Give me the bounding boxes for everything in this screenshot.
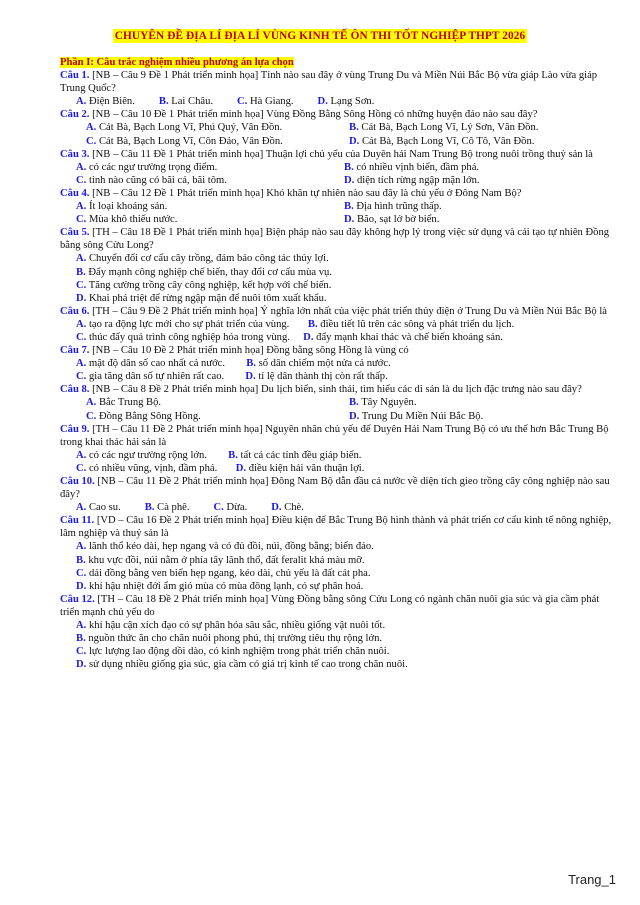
question-number: Câu 8.	[60, 384, 90, 396]
option-c: C. thúc đẩy quá trình công nghiệp hóa trong vùng.	[76, 331, 290, 343]
question-text: [NB – Câu 8 Đề 2 Phát triển minh họa] Du lịch biển, sinh thái, tìm hiểu các di sản là du lịch đặc trưng nào sau đây?	[92, 384, 582, 396]
question-text: [TH – Câu 11 Đề 2 Phát triển minh họa] Nguyên nhân chủ yếu để Duyên Hải Nam Trung Bộ có ưu thế hơn Bắc Trung Bộ trong khai thác hải sản là	[60, 423, 609, 448]
content-body	[60, 56, 612, 671]
question-7	[60, 344, 612, 357]
option-b: B. tất cả các tỉnh đều giáp biển.	[228, 449, 362, 461]
options-row	[60, 331, 612, 344]
option-d: D. Chè.	[271, 502, 304, 514]
options-row	[60, 449, 612, 462]
option-d: D. điều kiện hải văn thuận lợi.	[235, 462, 365, 474]
options-row	[60, 462, 612, 475]
option-d: D. đẩy mạnh khai thác và chế biến khoáng sản.	[303, 331, 503, 343]
option-d: D. diện tích rừng ngập mặn lớn.	[344, 174, 480, 186]
option-c: C. lực lượng lao động dồi dào, có kinh nghiệm trong phát triển chăn nuôi.	[76, 646, 390, 658]
option-c: C. Mùa khô thiếu nước.	[76, 214, 178, 226]
question-4	[60, 187, 612, 200]
option-a: A. có các ngư trường trọng điểm.	[76, 161, 218, 173]
question-10	[60, 475, 612, 501]
option-d: D. Lạng Sơn.	[317, 96, 375, 108]
question-number: Câu 10.	[60, 476, 95, 487]
question-text: [NB – Câu 11 Đề 2 Phát triển minh họa] Đông Nam Bộ dẫn đầu cả nước về diện tích gieo trồng cây công nghiệp nào sau đây?	[60, 476, 610, 501]
option-b: B. Lai Châu.	[158, 96, 214, 108]
option-d: D. Trung Du Miền Núi Bắc Bộ.	[349, 410, 484, 422]
option-b: B. điều tiết lũ trên các sông và phát triển du lịch.	[307, 318, 515, 330]
document-title: CHUYÊN ĐỀ ĐỊA LÍ ĐỊA LÍ VÙNG KINH TẾ ÔN THI TỐT NGHIỆP THPT 2026	[114, 30, 526, 42]
question-text: [TH – Câu 18 Đề 1 Phát triển minh họa] Biện pháp nào sau đây không hợp lý trong việc sử dụng và cải tạo tự nhiên Đồng bằng sông Cửu Long?	[60, 227, 610, 252]
question-text: [VD – Câu 16 Đề 2 Phát triển minh họa] Điều kiện để Bắc Trung Bộ hình thành và phát triển cơ cấu kinh tế nông nghiệp, lâm nghiệp và thuỷ sản là	[60, 515, 612, 540]
option-a: A. có các ngư trường rộng lớn.	[76, 449, 207, 461]
option-a: A. Ít loại khoáng sản.	[76, 201, 168, 213]
question-3	[60, 148, 612, 161]
option-a: A. Điện Biên.	[76, 96, 135, 108]
option-c: C. có nhiều vũng, vịnh, đầm phá.	[76, 462, 218, 474]
options-row	[60, 370, 612, 383]
option-d: D. tỉ lệ dân thành thị còn rất thấp.	[245, 371, 388, 383]
option-b: B. có nhiều vịnh biển, đầm phá.	[344, 161, 480, 173]
option-b: B. khu vực đồi, núi nằm ở phía tây lãnh thổ, đất feralit khá màu mỡ.	[76, 554, 365, 566]
option-a: A. Bắc Trung Bộ.	[86, 397, 162, 409]
option-c: C. Dừa.	[213, 502, 248, 514]
question-1	[60, 69, 612, 95]
option-a: A. mật độ dân số cao nhất cả nước.	[76, 358, 226, 370]
option-c: C. tỉnh nào cũng có bãi cá, bãi tôm.	[76, 174, 227, 186]
option-c: C. Đồng Bằng Sông Hồng.	[86, 410, 201, 422]
option-c: C. Hà Giang.	[237, 96, 294, 108]
section-heading: Phần I: Câu trắc nghiệm nhiều phương án lựa chọn	[60, 57, 294, 68]
question-number: Câu 1.	[60, 70, 90, 82]
options-row	[60, 213, 612, 226]
question-5	[60, 226, 612, 252]
question-text: [NB – Câu 9 Đề 1 Phát triển minh họa] Tỉnh nào sau đây ở vùng Trung Du và Miền Núi Bắc Bộ vừa giáp Lào vừa giáp Trung Quốc?	[60, 70, 598, 95]
options-row	[60, 318, 612, 331]
option-b: B. Địa hình trũng thấp.	[344, 201, 442, 213]
options-row	[60, 396, 612, 409]
page-number: Trang_1	[568, 872, 616, 887]
options-row	[60, 200, 612, 213]
options-row	[60, 95, 612, 108]
option-b: B. nguồn thức ăn cho chăn nuôi phong phú, thị trường tiêu thụ rộng lớn.	[76, 633, 383, 645]
question-number: Câu 6.	[60, 305, 90, 317]
question-text: [NB – Câu 12 Đề 1 Phát triển minh họa] Khó khăn tự nhiên nào sau đây là chủ yếu ở Đông Nam Bộ?	[92, 187, 522, 199]
title-container	[0, 26, 640, 44]
question-number: Câu 12.	[60, 593, 95, 605]
option-a: A. khí hậu cận xích đạo có sự phân hóa sâu sắc, nhiều giống vật nuôi tốt.	[76, 620, 386, 632]
question-text: [NB – Câu 10 Đề 1 Phát triển minh họa] Vùng Đồng Bằng Sông Hồng có những huyện đảo nào sau đây?	[92, 109, 538, 121]
option-c: C. gia tăng dân số tự nhiên rất cao.	[76, 371, 225, 383]
option-a: A. lãnh thổ kéo dài, hẹp ngang và có đủ đồi, núi, đồng bằng; biển đảo.	[76, 541, 374, 553]
option-d: D. Khai phá triệt để rừng ngập mặn để nuôi tôm xuất khẩu.	[76, 292, 327, 304]
option-b: B. Cát Bà, Bạch Long Vĩ, Lý Sơn, Vân Đồn.	[349, 122, 539, 134]
option-b: B. Đẩy mạnh công nghiệp chế biến, thay đổi cơ cấu mùa vụ.	[76, 266, 332, 278]
question-text: [TH – Câu 9 Đề 2 Phát triển minh họa] Ý nghĩa lớn nhất của việc phát triển thủy điện ở Trung Du và Miền Núi Bắc Bộ là	[92, 305, 607, 317]
question-number: Câu 5.	[60, 227, 90, 239]
option-a: A. Cao su.	[76, 502, 121, 514]
option-c: C. Cát Bà, Bạch Long Vĩ, Côn Đảo, Vân Đồn.	[86, 135, 283, 147]
question-number: Câu 9.	[60, 423, 90, 435]
question-number: Câu 3.	[60, 148, 90, 160]
option-a: A. Chuyển đổi cơ cấu cây trồng, đảm bảo công tác thủy lợi.	[76, 253, 329, 265]
question-number: Câu 7.	[60, 345, 90, 357]
options-row	[60, 357, 612, 370]
question-8	[60, 383, 612, 396]
options-row	[60, 410, 612, 423]
option-d: D. khí hậu nhiệt đới ẩm gió mùa có mùa đông lạnh, có sự phân hoá.	[76, 580, 364, 592]
options-row	[60, 161, 612, 174]
question-number: Câu 11.	[60, 515, 95, 527]
question-12	[60, 593, 612, 619]
option-c: C. dải đồng bằng ven biển hẹp ngang, kéo dài, chủ yếu là đất cát pha.	[76, 567, 371, 579]
option-d: D. sử dụng nhiều giống gia súc, gia cầm có giá trị kinh tế cao trong chăn nuôi.	[76, 659, 408, 671]
options-row	[60, 135, 612, 148]
question-2	[60, 108, 612, 121]
question-text: [NB – Câu 11 Đề 1 Phát triển minh họa] Thuận lợi chủ yếu của Duyên hải Nam Trung Bộ trong nuôi trồng thuỷ sản là	[92, 148, 593, 160]
question-text: [NB – Câu 10 Đề 2 Phát triển minh họa] Đồng bằng sông Hồng là vùng có	[92, 345, 409, 357]
option-d: D. Bão, sạt lở bờ biển.	[344, 214, 440, 226]
question-number: Câu 4.	[60, 187, 90, 199]
option-b: B. Tây Nguyên.	[349, 397, 417, 409]
option-a: A. Cát Bà, Bạch Long Vĩ, Phú Quý, Vân Đồn.	[86, 122, 283, 134]
question-number: Câu 2.	[60, 109, 90, 121]
option-b: B. Cà phê.	[144, 502, 190, 514]
option-a: A. tạo ra động lực mới cho sự phát triển của vùng.	[76, 318, 290, 330]
question-9	[60, 423, 612, 449]
option-b: B. số dân chiếm một nửa cả nước.	[246, 358, 391, 370]
option-c: C. Tăng cường trồng cây công nghiệp, kết hợp với chế biến.	[76, 279, 332, 291]
question-text: [TH – Câu 18 Đề 2 Phát triển minh họa] Vùng Đồng bằng sông Cửu Long có ngành chăn nuôi gia súc và gia cầm phát triển mạnh chủ yếu do	[60, 593, 600, 618]
options-row	[60, 174, 612, 187]
options-row	[60, 501, 612, 514]
question-6	[60, 305, 612, 318]
question-11	[60, 514, 612, 540]
options-row	[60, 121, 612, 134]
option-d: D. Cát Bà, Bạch Long Vĩ, Cô Tô, Vân Đồn.	[349, 135, 535, 147]
